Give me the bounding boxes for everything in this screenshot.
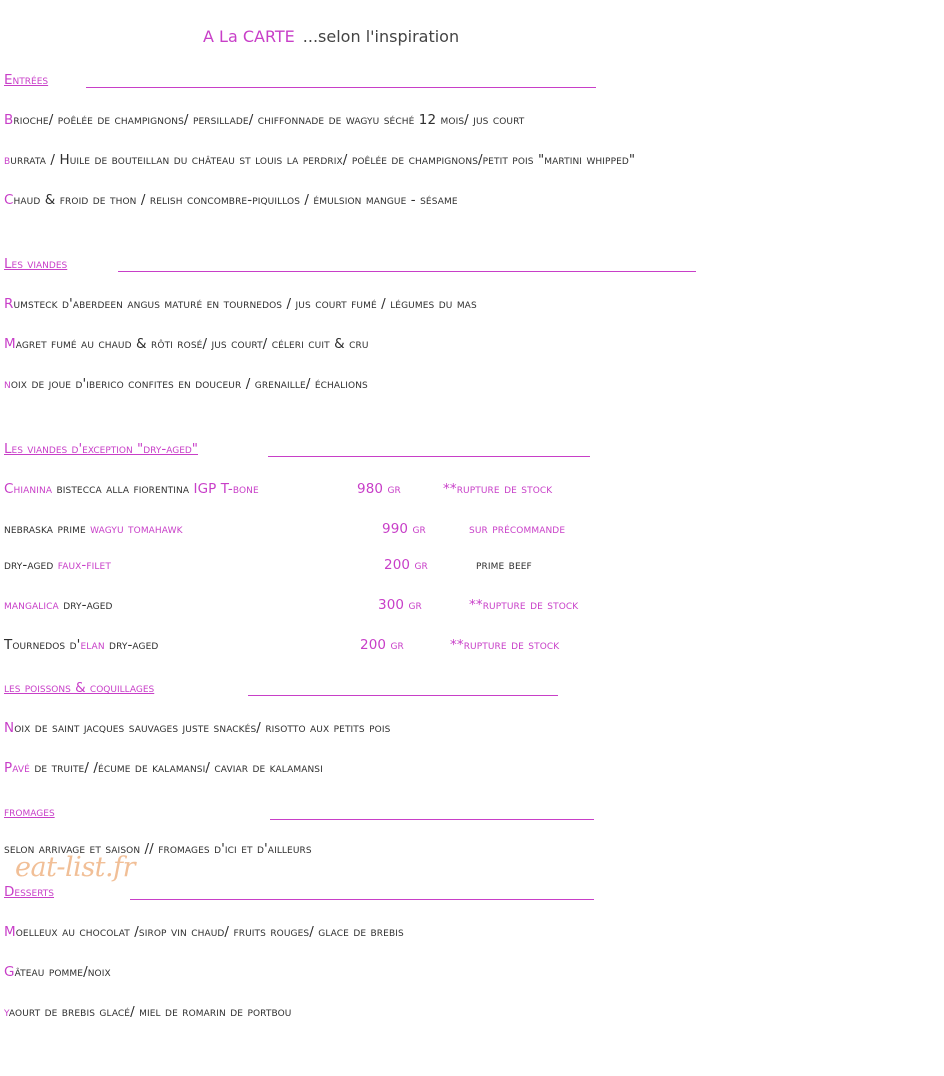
section-heading-poissons: les poissons & coquillages xyxy=(4,680,155,696)
exception-item-name: nebraska prime wagyu tomahawk xyxy=(4,521,183,537)
exception-item-weight: 200 gr xyxy=(384,557,428,573)
section-heading-desserts: Desserts xyxy=(4,884,55,900)
divider-desserts xyxy=(130,899,594,900)
section-heading-exception: Les viandes d'exception "dry-aged" xyxy=(4,441,199,457)
section-heading-viandes: Les viandes xyxy=(4,256,68,272)
exception-item-weight: 200 gr xyxy=(360,637,404,653)
menu-item: Moelleux au chocolat /sirop vin chaud/ fruits rouges/ glace de brebis xyxy=(4,924,404,940)
exception-item-note: sur précommande xyxy=(469,521,566,537)
exception-item-name: mangalica dry-aged xyxy=(4,597,113,613)
divider-exception xyxy=(268,456,590,457)
menu-item: Chaud & froid de thon / relish concombre-piquillos / émulsion mangue - sésame xyxy=(4,192,458,208)
menu-item: yaourt de brebis glacé/ miel de romarin de portbou xyxy=(4,1004,292,1020)
exception-item-note: **rupture de stock xyxy=(469,597,579,613)
divider-entrees xyxy=(86,87,596,88)
menu-item: Gâteau pomme/noix xyxy=(4,964,111,980)
menu-item: noix de joue d'iberico confites en douceur / grenaille/ échalions xyxy=(4,376,368,392)
page-title xyxy=(203,27,459,46)
exception-item-weight: 300 gr xyxy=(378,597,422,613)
menu-item: Rumsteck d'aberdeen angus maturé en tournedos / jus court fumé / légumes du mas xyxy=(4,296,477,312)
exception-item-name: Chianina bistecca alla fiorentina IGP T-bone xyxy=(4,481,259,497)
menu-item: burrata / Huile de bouteillan du château st louis la perdrix/ poêlée de champignons/petit pois "martini whipped" xyxy=(4,152,636,168)
title-subtitle: ...selon l'inspiration xyxy=(302,27,460,46)
menu-item: selon arrivage et saison // fromages d'ici et d'ailleurs xyxy=(4,841,312,857)
section-heading-entrees: Entrées xyxy=(4,72,49,88)
title-main: A La CARTE xyxy=(203,27,295,46)
section-heading-fromages: fromages xyxy=(4,804,55,820)
exception-item-note: **rupture de stock xyxy=(443,481,553,497)
exception-item-note: prime beef xyxy=(476,557,532,573)
menu-item: Brioche/ poêlée de champignons/ persillade/ chiffonnade de wagyu séché 12 mois/ jus court xyxy=(4,112,525,128)
exception-item-weight: 990 gr xyxy=(382,521,426,537)
menu-item: Pavé de truite/ /écume de kalamansi/ caviar de kalamansi xyxy=(4,760,323,776)
exception-item-name: Tournedos d'elan dry-aged xyxy=(4,637,159,653)
menu-item: Magret fumé au chaud & rôti rosé/ jus court/ céleri cuit & cru xyxy=(4,336,369,352)
menu-item: Noix de saint jacques sauvages juste snackés/ risotto aux petits pois xyxy=(4,720,391,736)
divider-poissons xyxy=(248,695,558,696)
watermark-logo: eat-list.fr xyxy=(15,852,136,883)
divider-fromages xyxy=(270,819,594,820)
exception-item-name: dry-aged faux-filet xyxy=(4,557,111,573)
exception-item-weight: 980 gr xyxy=(357,481,401,497)
divider-viandes xyxy=(118,271,696,272)
exception-item-note: **rupture de stock xyxy=(450,637,560,653)
